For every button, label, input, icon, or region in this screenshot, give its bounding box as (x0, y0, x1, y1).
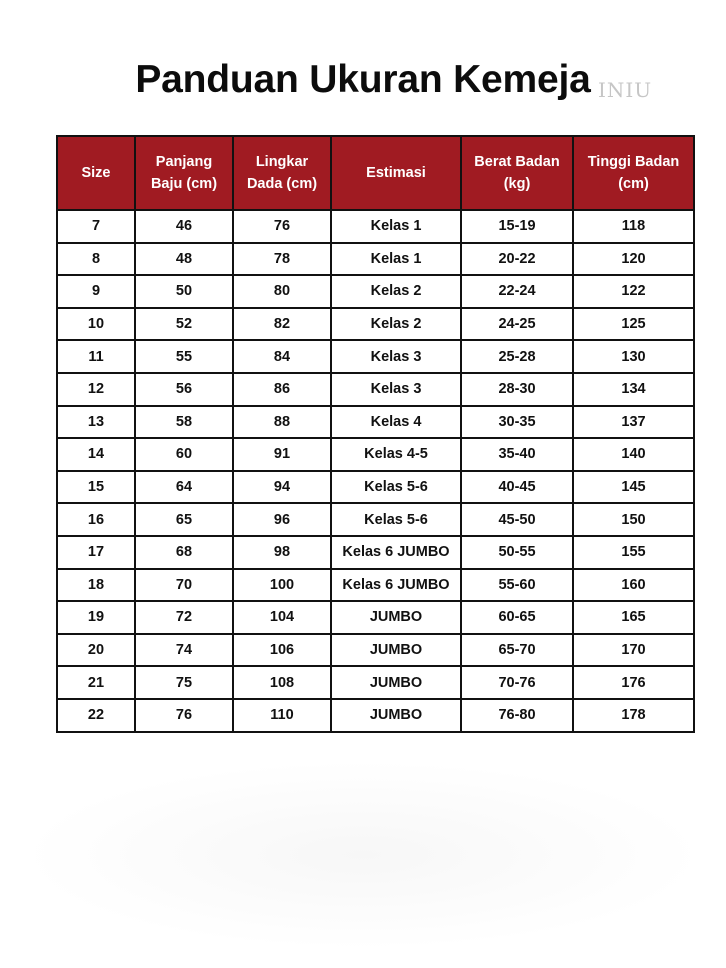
cell-panjang-baju: 64 (135, 471, 233, 504)
cell-tinggi-badan: 160 (573, 569, 694, 602)
cell-size: 7 (57, 210, 135, 243)
cell-tinggi-badan: 176 (573, 666, 694, 699)
cell-size: 12 (57, 373, 135, 406)
cell-lingkar-dada: 106 (233, 634, 331, 667)
cell-panjang-baju: 76 (135, 699, 233, 732)
cell-estimasi: Kelas 2 (331, 308, 461, 341)
cell-estimasi: Kelas 6 JUMBO (331, 569, 461, 602)
table-row (57, 438, 694, 471)
cell-berat-badan: 28-30 (461, 373, 573, 406)
watermark-logo: INIU (598, 78, 653, 102)
table-row (57, 569, 694, 602)
cell-panjang-baju: 46 (135, 210, 233, 243)
cell-berat-badan: 30-35 (461, 406, 573, 439)
cell-lingkar-dada: 76 (233, 210, 331, 243)
cell-lingkar-dada: 91 (233, 438, 331, 471)
cell-size: 17 (57, 536, 135, 569)
header-cell-berat-badan: Berat Badan (kg) (461, 136, 573, 210)
cell-tinggi-badan: 118 (573, 210, 694, 243)
cell-panjang-baju: 65 (135, 503, 233, 536)
cell-estimasi: Kelas 3 (331, 340, 461, 373)
cell-estimasi: Kelas 2 (331, 275, 461, 308)
cell-estimasi: Kelas 1 (331, 243, 461, 276)
cell-berat-badan: 70-76 (461, 666, 573, 699)
table-row (57, 340, 694, 373)
cell-panjang-baju: 60 (135, 438, 233, 471)
cell-size: 21 (57, 666, 135, 699)
table-row (57, 601, 694, 634)
cell-size: 14 (57, 438, 135, 471)
table-row (57, 666, 694, 699)
header-cell-estimasi: Estimasi (331, 136, 461, 210)
table-row (57, 471, 694, 504)
cell-size: 13 (57, 406, 135, 439)
cell-lingkar-dada: 84 (233, 340, 331, 373)
cell-tinggi-badan: 120 (573, 243, 694, 276)
cell-estimasi: JUMBO (331, 666, 461, 699)
cell-size: 18 (57, 569, 135, 602)
cell-size: 11 (57, 340, 135, 373)
cell-estimasi: Kelas 4-5 (331, 438, 461, 471)
cell-estimasi: JUMBO (331, 601, 461, 634)
header-cell-panjang-baju: Panjang Baju (cm) (135, 136, 233, 210)
table-row (57, 308, 694, 341)
cell-tinggi-badan: 165 (573, 601, 694, 634)
table-row (57, 634, 694, 667)
cell-tinggi-badan: 125 (573, 308, 694, 341)
table-row (57, 275, 694, 308)
cell-berat-badan: 65-70 (461, 634, 573, 667)
cell-tinggi-badan: 137 (573, 406, 694, 439)
cell-lingkar-dada: 94 (233, 471, 331, 504)
table-row (57, 210, 694, 243)
header-row (57, 136, 694, 210)
cell-tinggi-badan: 134 (573, 373, 694, 406)
cell-panjang-baju: 68 (135, 536, 233, 569)
cell-estimasi: Kelas 3 (331, 373, 461, 406)
cell-estimasi: JUMBO (331, 699, 461, 732)
table-body (57, 210, 694, 732)
cell-panjang-baju: 52 (135, 308, 233, 341)
cell-lingkar-dada: 80 (233, 275, 331, 308)
cell-size: 20 (57, 634, 135, 667)
cell-lingkar-dada: 78 (233, 243, 331, 276)
cell-panjang-baju: 72 (135, 601, 233, 634)
cell-lingkar-dada: 86 (233, 373, 331, 406)
cell-panjang-baju: 74 (135, 634, 233, 667)
header-cell-lingkar-dada: Lingkar Dada (cm) (233, 136, 331, 210)
cell-lingkar-dada: 88 (233, 406, 331, 439)
cell-estimasi: Kelas 5-6 (331, 471, 461, 504)
cell-berat-badan: 35-40 (461, 438, 573, 471)
cell-berat-badan: 76-80 (461, 699, 573, 732)
table-row (57, 503, 694, 536)
cell-size: 10 (57, 308, 135, 341)
cell-lingkar-dada: 110 (233, 699, 331, 732)
cell-panjang-baju: 48 (135, 243, 233, 276)
cell-tinggi-badan: 122 (573, 275, 694, 308)
cell-berat-badan: 24-25 (461, 308, 573, 341)
cell-lingkar-dada: 96 (233, 503, 331, 536)
cell-berat-badan: 20-22 (461, 243, 573, 276)
cell-estimasi: JUMBO (331, 634, 461, 667)
cell-estimasi: Kelas 5-6 (331, 503, 461, 536)
cell-estimasi: Kelas 6 JUMBO (331, 536, 461, 569)
cell-tinggi-badan: 150 (573, 503, 694, 536)
table-header (57, 136, 694, 210)
cell-tinggi-badan: 155 (573, 536, 694, 569)
cell-berat-badan: 22-24 (461, 275, 573, 308)
table-row (57, 699, 694, 732)
cell-size: 19 (57, 601, 135, 634)
cell-panjang-baju: 50 (135, 275, 233, 308)
cell-panjang-baju: 70 (135, 569, 233, 602)
cell-lingkar-dada: 82 (233, 308, 331, 341)
cell-panjang-baju: 58 (135, 406, 233, 439)
table-row (57, 406, 694, 439)
cell-size: 22 (57, 699, 135, 732)
table-row (57, 373, 694, 406)
cell-panjang-baju: 75 (135, 666, 233, 699)
cell-tinggi-badan: 140 (573, 438, 694, 471)
cell-panjang-baju: 56 (135, 373, 233, 406)
header-cell-size: Size (57, 136, 135, 210)
cell-berat-badan: 45-50 (461, 503, 573, 536)
cell-estimasi: Kelas 4 (331, 406, 461, 439)
cell-lingkar-dada: 108 (233, 666, 331, 699)
cell-berat-badan: 25-28 (461, 340, 573, 373)
cell-size: 8 (57, 243, 135, 276)
cell-tinggi-badan: 130 (573, 340, 694, 373)
cell-berat-badan: 15-19 (461, 210, 573, 243)
table-row (57, 536, 694, 569)
cell-tinggi-badan: 145 (573, 471, 694, 504)
cell-tinggi-badan: 170 (573, 634, 694, 667)
table-row (57, 243, 694, 276)
size-chart-table (56, 135, 695, 733)
cell-berat-badan: 60-65 (461, 601, 573, 634)
cell-panjang-baju: 55 (135, 340, 233, 373)
cell-lingkar-dada: 104 (233, 601, 331, 634)
cell-size: 9 (57, 275, 135, 308)
background-shade (20, 760, 706, 950)
header-cell-tinggi-badan: Tinggi Badan (cm) (573, 136, 694, 210)
cell-estimasi: Kelas 1 (331, 210, 461, 243)
cell-size: 16 (57, 503, 135, 536)
cell-berat-badan: 50-55 (461, 536, 573, 569)
cell-lingkar-dada: 98 (233, 536, 331, 569)
cell-berat-badan: 55-60 (461, 569, 573, 602)
cell-tinggi-badan: 178 (573, 699, 694, 732)
cell-berat-badan: 40-45 (461, 471, 573, 504)
page-title: Panduan Ukuran Kemeja (135, 58, 591, 101)
cell-lingkar-dada: 100 (233, 569, 331, 602)
cell-size: 15 (57, 471, 135, 504)
